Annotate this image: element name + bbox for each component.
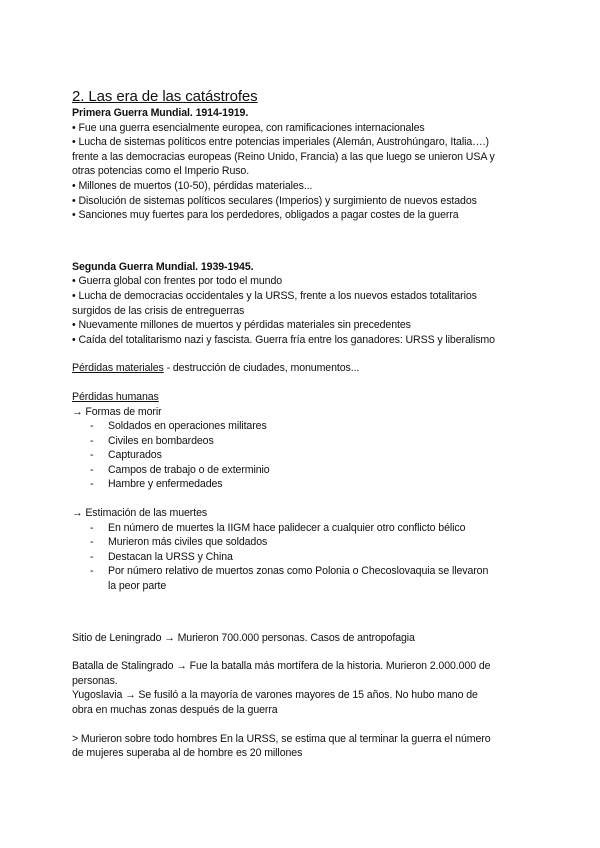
- list-item: - Destacan la URSS y China: [90, 550, 233, 563]
- list-item-continuation: la peor parte: [108, 580, 167, 593]
- material-losses-label: Pérdidas materiales: [72, 362, 164, 375]
- estimate-heading: → Estimación de las muertes: [72, 507, 208, 520]
- forms-heading: → Formas de morir: [72, 405, 162, 418]
- document-page: [72, 88, 542, 761]
- ww1-heading: Primera Guerra Mundial. 1914-1919.: [72, 107, 249, 119]
- ww1-line: • Fue una guerra esencialmente europea, con ramificaciones internacionales: [72, 121, 425, 134]
- list-item: - Capturados: [90, 449, 162, 462]
- ww2-heading: Segunda Guerra Mundial. 1939-1945.: [72, 260, 254, 273]
- list-item: - Soldados en operaciones militares: [90, 420, 267, 433]
- ww2-line: • Guerra global con frentes por todo el mundo: [72, 275, 283, 288]
- men-note-cont: de mujeres superaba al de hombre es 20 millones: [72, 747, 303, 760]
- men-note: > Murieron sobre todo hombres En la URSS, se estima que al terminar la guerra el número: [72, 732, 491, 745]
- ww2-line: • Caída del totalitarismo nazi y fascista. Guerra fría entre los ganadores: URSS y liberalismo: [72, 333, 495, 346]
- material-losses: [72, 361, 542, 376]
- ww2-line: • Nuevamente millones de muertos y pérdidas materiales sin precedentes: [72, 319, 411, 332]
- ww1-line: • Sanciones muy fuertes para los perdedores, obligados a pagar costes de la guerra: [72, 209, 459, 222]
- forms-list: [72, 419, 542, 492]
- list-item: - Campos de trabajo o de exterminio: [90, 463, 270, 476]
- ww1-line: • Disolución de sistemas políticos seculares (Imperios) y surgimiento de nuevos estados: [72, 194, 477, 207]
- ww2-line: • Lucha de democracias occidentales y la URSS, frente a los nuevos estados totalitarios: [72, 289, 477, 302]
- ww1-line: • Millones de muertos (10-50), pérdidas materiales...: [72, 179, 313, 192]
- stalingrad-note: Batalla de Stalingrado → Fue la batalla más mortífera de la historia. Murieron 2.000.000 de: [72, 660, 491, 673]
- human-losses-label: Pérdidas humanas: [72, 390, 159, 403]
- list-item: - En número de muertes la IIGM hace palidecer a cualquier otro conflicto bélico: [90, 521, 466, 534]
- list-item: - Murieron más civiles que soldados: [90, 536, 268, 549]
- list-item: - Hambre y enfermedades: [90, 478, 223, 491]
- page-title: 2. Las era de las catástrofes: [72, 88, 258, 105]
- ww1-line: frente a las democracias europeas (Reino Unido, Francia) a las que luego se unieron USA y: [72, 150, 495, 163]
- ww1-line: otras potencias como el Imperio Ruso.: [72, 165, 250, 178]
- leningrad-note: Sitio de Leningrado → Murieron 700.000 personas. Casos de antropofagia: [72, 631, 415, 644]
- list-item: - Civiles en bombardeos: [90, 434, 214, 447]
- list-item: - Por número relativo de muertos zonas como Polonia o Checoslovaquia se llevaron: [90, 565, 489, 578]
- yugoslavia-note-cont: obra en muchas zonas después de la guerra: [72, 704, 278, 716]
- yugoslavia-note: Yugoslavia → Se fusiló a la mayoría de varones mayores de 15 años. No hubo mano de: [72, 689, 478, 702]
- estimate-list: [72, 521, 542, 594]
- stalingrad-note-cont: personas.: [72, 674, 118, 687]
- material-losses-text: - destrucción de ciudades, monumentos...: [163, 362, 360, 375]
- ww1-line: • Lucha de sistemas políticos entre potencias imperiales (Alemán, Austrohúngaro, Italia….): [72, 136, 489, 149]
- ww2-line: surgidos de las crisis de entreguerras: [72, 304, 245, 317]
